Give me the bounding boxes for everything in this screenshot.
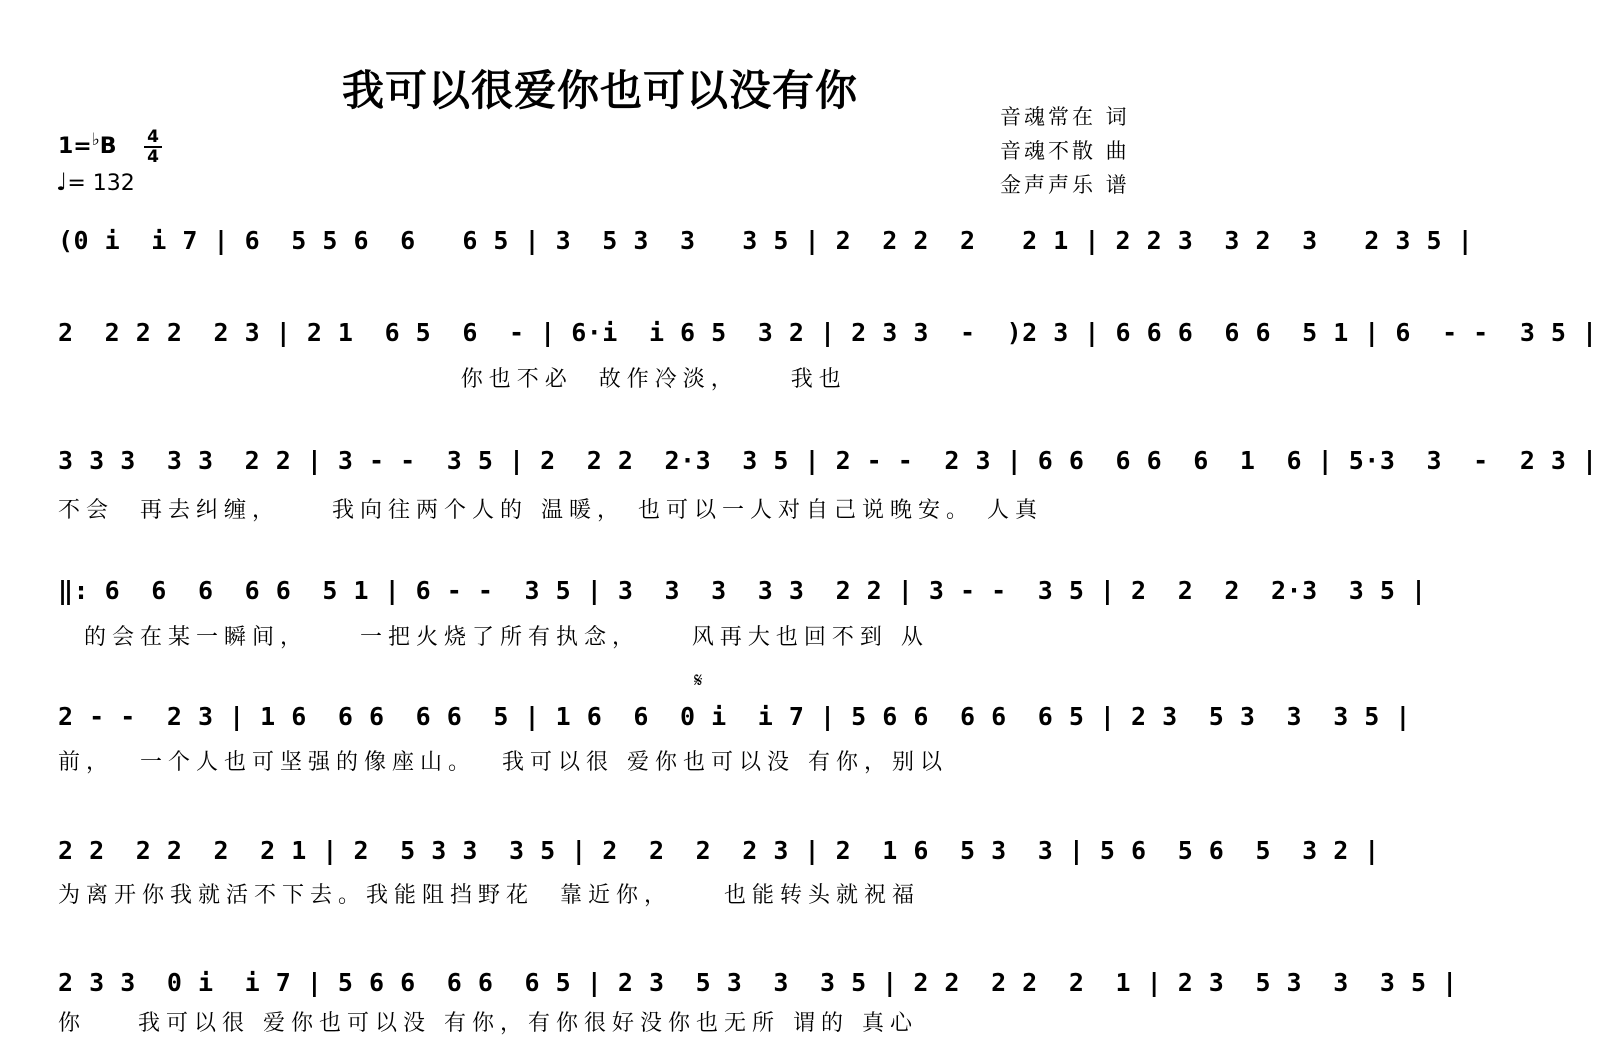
system-3-notes: 3 3 3 3 3 2 2 | 3 - - 3 5 | 2 2 2 2·3 3 5 | 2 - - 2 3 | 6 6 6 6 6 1 6 | 5·3 3 - 2 3 | (58, 446, 1598, 475)
key-signature (58, 130, 117, 159)
tempo-value: = 132 (67, 171, 135, 196)
system-3-lyrics: 不会 再去纠缠， 我向往两个人的 温暖， 也可以一人对自己说晚安。 人真 (58, 498, 1043, 523)
system-1-notes: (0 i i 7 | 6 5 5 6 6 6 5 | 3 5 3 3 3 5 | 2 2 2 2 2 1 | 2 2 3 3 2 3 2 3 5 | (58, 226, 1474, 255)
segno-sign: 𝄋 (694, 668, 703, 692)
song-title: 我可以很爱你也可以没有你 (341, 66, 858, 115)
system-2-lyrics: 你也不必 故作冷淡， 我也 (58, 367, 847, 392)
flat-sign: ♭ (91, 130, 100, 150)
system-2-notes: 2 2 2 2 2 3 | 2 1 6 5 6 - | 6·i i 6 5 3 2 | 2 3 3 - )2 3 | 6 6 6 6 6 5 1 | 6 - - 3 5 | (58, 318, 1598, 347)
system-6-lyrics: 为离开你我就活不下去。我能阻挡野花 靠近你， 也能转头就祝福 (58, 883, 920, 908)
time-signature-bottom: 4 (147, 147, 159, 167)
lyricist-credit: 音魂常在 词 (1000, 105, 1130, 129)
key-note: B (99, 134, 117, 159)
transcriber-credit: 金声声乐 谱 (1000, 173, 1130, 197)
key-prefix: 1= (58, 134, 92, 159)
system-5-notes: 2 - - 2 3 | 1 6 6 6 6 6 5 | 1 6 6 0 i i 7 | 5 6 6 6 6 6 5 | 2 3 5 3 3 3 5 | (58, 702, 1411, 731)
composer-credit: 音魂不散 曲 (1000, 139, 1130, 163)
system-4-notes: ‖: 6 6 6 6 6 5 1 | 6 - - 3 5 | 3 3 3 3 3 2 2 | 3 - - 3 5 | 2 2 2 2·3 3 5 | (58, 576, 1427, 605)
time-signature-top: 4 (147, 127, 159, 147)
system-5-lyrics: 前， 一个人也可坚强的像座山。 我可以很 爱你也可以没 有你，别以 (58, 750, 948, 775)
system-4-lyrics: 的会在某一瞬间， 一把火烧了所有执念， 风再大也回不到 从 (58, 625, 929, 650)
time-signature (142, 128, 164, 166)
quarter-note-icon: ♩ (56, 168, 68, 196)
system-6-notes: 2 2 2 2 2 2 1 | 2 5 3 3 3 5 | 2 2 2 2 3 | 2 1 6 5 3 3 | 5 6 5 6 5 3 2 | (58, 836, 1380, 865)
system-7-lyrics: 你 我可以很 爱你也可以没 有你，有你很好没你也无所 谓的 真心 (58, 1011, 918, 1036)
tempo-marking (56, 168, 135, 196)
credits-block (1000, 100, 1130, 202)
system-7-notes: 2 3 3 0 i i 7 | 5 6 6 6 6 6 5 | 2 3 5 3 3 3 5 | 2 2 2 2 2 1 | 2 3 5 3 3 3 5 | (58, 968, 1458, 997)
